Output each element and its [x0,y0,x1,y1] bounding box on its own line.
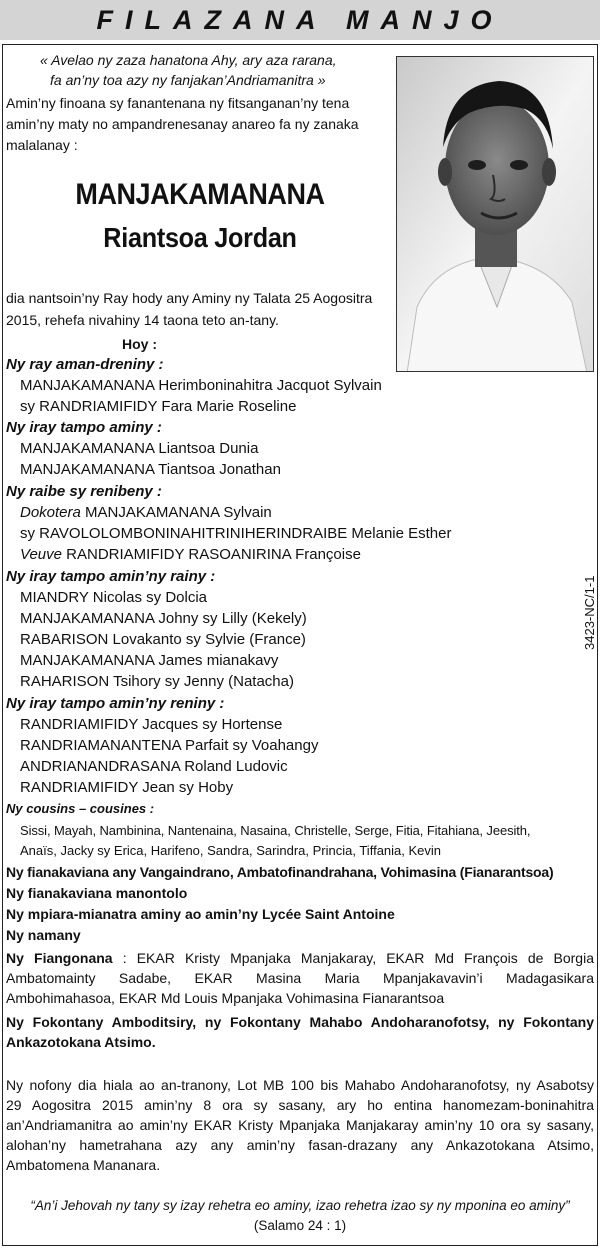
member-with-prefix [20,504,272,521]
churches-line: Ambohimahasoa, EKAR Md Louis Mpanjaka Vohimasina Fianarantsoa [6,990,445,1006]
group-title-paternal-siblings: Ny iray tampo amin’ny rainy : [6,568,216,585]
member: RANDRIAMIFIDY Jacques sy Hortense [20,716,283,733]
churches-paragraph [6,948,594,1008]
member: MANJAKAMANANA Tiantsoa Jonathan [20,461,281,478]
member-prefix: Dokotera [20,504,81,521]
member: MANJAKAMANANA Johny sy Lilly (Kekely) [20,610,307,627]
fokontany-paragraph [6,1012,594,1052]
group-title-siblings: Ny iray tampo aminy : [6,419,162,436]
churches-line: Ambatomainty Sadabe, EKAR Masina Maria Mpanjakavavin’i Madagasikara [6,970,594,986]
group-title-parents: Ny ray aman-dreniny : [6,356,164,373]
funeral-line: Ny nofony dia hiala ao an-tranony, Lot MB 100 bis Mahabo Andoharanofotsy, ny Asabotsy [6,1077,594,1093]
family-line: Ny fianakaviana manontolo [6,885,188,901]
cousins-line-1: Sissi, Mayah, Nambinina, Nantenaina, Nasaina, Christelle, Serge, Fitia, Fitahiana, Jeesith, [20,823,531,838]
churches-text: : EKAR Kristy Mpanjaka Manjakaray, EKAR Md François de Borgia [122,950,594,966]
classmates-line: Ny mpiara-mianatra aminy ao amin’ny Lycée Saint Antoine [6,906,395,922]
churches-label: Ny Fiangonana [6,950,113,966]
member-prefix: Veuve [20,546,62,563]
intro-line-3: malalanay : [6,137,78,153]
member-name: RANDRIAMIFIDY RASOANIRINA Françoise [66,546,361,563]
deceased-given-name: Riantsoa Jordan [103,222,297,253]
member: MANJAKAMANANA Liantsoa Dunia [20,440,259,457]
member: MANJAKAMANANA Herimboninahitra Jacquot Sylvain [20,377,382,394]
group-title-maternal-siblings: Ny iray tampo amin’ny reniny : [6,695,225,712]
notice-header: FILAZANA MANJO [0,0,600,40]
funeral-line: Ambatomena Mananara. [6,1157,161,1173]
member: MANJAKAMANANA James mianakavy [20,652,279,669]
group-title-grandparents: Ny raibe sy renibeny : [6,483,162,500]
closing-reference: (Salamo 24 : 1) [253,1218,347,1233]
funeral-line: alohan’ny hametrahana azy any amin’ny fasan-drazany any Ankazotokana Atsimo, [6,1137,594,1153]
group-title-cousins: Ny cousins – cousines : [6,801,155,816]
death-notice-line-2: 2015, rehefa nivahiny 14 taona teto an-tany. [6,312,279,328]
member: sy RANDRIAMIFIDY Fara Marie Roseline [20,398,297,415]
member-with-prefix [20,546,361,563]
intro-line-2: amin’ny maty no ampandrenesanay anareo fa ny zanaka [6,116,359,132]
member: RANDRIAMANANTENA Parfait sy Voahangy [20,737,319,754]
funeral-line: an’Andriamanitra ao amin’ny EKAR Kristy Mpanjaka Manjakaray amin’ny 10 ora sy sasany, [6,1117,594,1133]
friends-line: Ny namany [6,927,81,943]
member: ANDRIANANDRASANA Roland Ludovic [20,758,288,775]
fokontany-line: Ankazotokana Atsimo. [6,1034,156,1050]
opening-quote-line-2: fa an’ny toa azy ny fanjakan’Andriamanitra » [50,72,326,88]
member: RABARISON Lovakanto sy Sylvie (France) [20,631,306,648]
member-name: MANJAKAMANANA Sylvain [85,504,272,521]
family-line: Ny fianakaviana any Vangaindrano, Ambatofinandrahana, Vohimasina (Fianarantsoa) [6,864,554,880]
closing-quote: “An’i Jehovah ny tany sy izay rehetra eo aminy, izao rehetra izao sy ny mponina eo aminy” [30,1198,570,1213]
hoy-label: Hoy : [122,336,157,352]
fokontany-line: Ny Fokontany Amboditsiry, ny Fokontany Mahabo Andoharanofotsy, ny Fokontany [6,1014,594,1030]
churches-line [6,948,594,968]
funeral-line: 29 Aogositra 2015 amin’ny 8 ora sy sasany, ary ho entina hanomezam-boninahitra [6,1097,594,1113]
funeral-paragraph [6,1075,594,1175]
cousins-line-2: Anaïs, Jacky sy Erica, Harifeno, Sandra, Sarindra, Princia, Tiffania, Kevin [20,843,442,858]
death-notice-line-1: dia nantsoin’ny Ray hody any Aminy ny Talata 25 Aogositra [6,290,373,306]
publication-code: 3423-NC/1-1 [582,575,597,650]
member: RAHARISON Tsihory sy Jenny (Natacha) [20,673,294,690]
portrait-icon [397,57,594,372]
portrait-photo [396,56,594,372]
member: sy RAVOLOLOMBONINAHITRINIHERINDRAIBE Melanie Esther [20,525,452,542]
deceased-surname: MANJAKAMANANA [75,178,325,211]
opening-quote-line-1: « Avelao ny zaza hanatona Ahy, ary aza rarana, [40,52,337,68]
intro-line-1: Amin’ny finoana sy fanantenana ny fitsanganan’ny tena [6,95,350,111]
member: RANDRIAMIFIDY Jean sy Hoby [20,779,234,796]
member: MIANDRY Nicolas sy Dolcia [20,589,207,606]
